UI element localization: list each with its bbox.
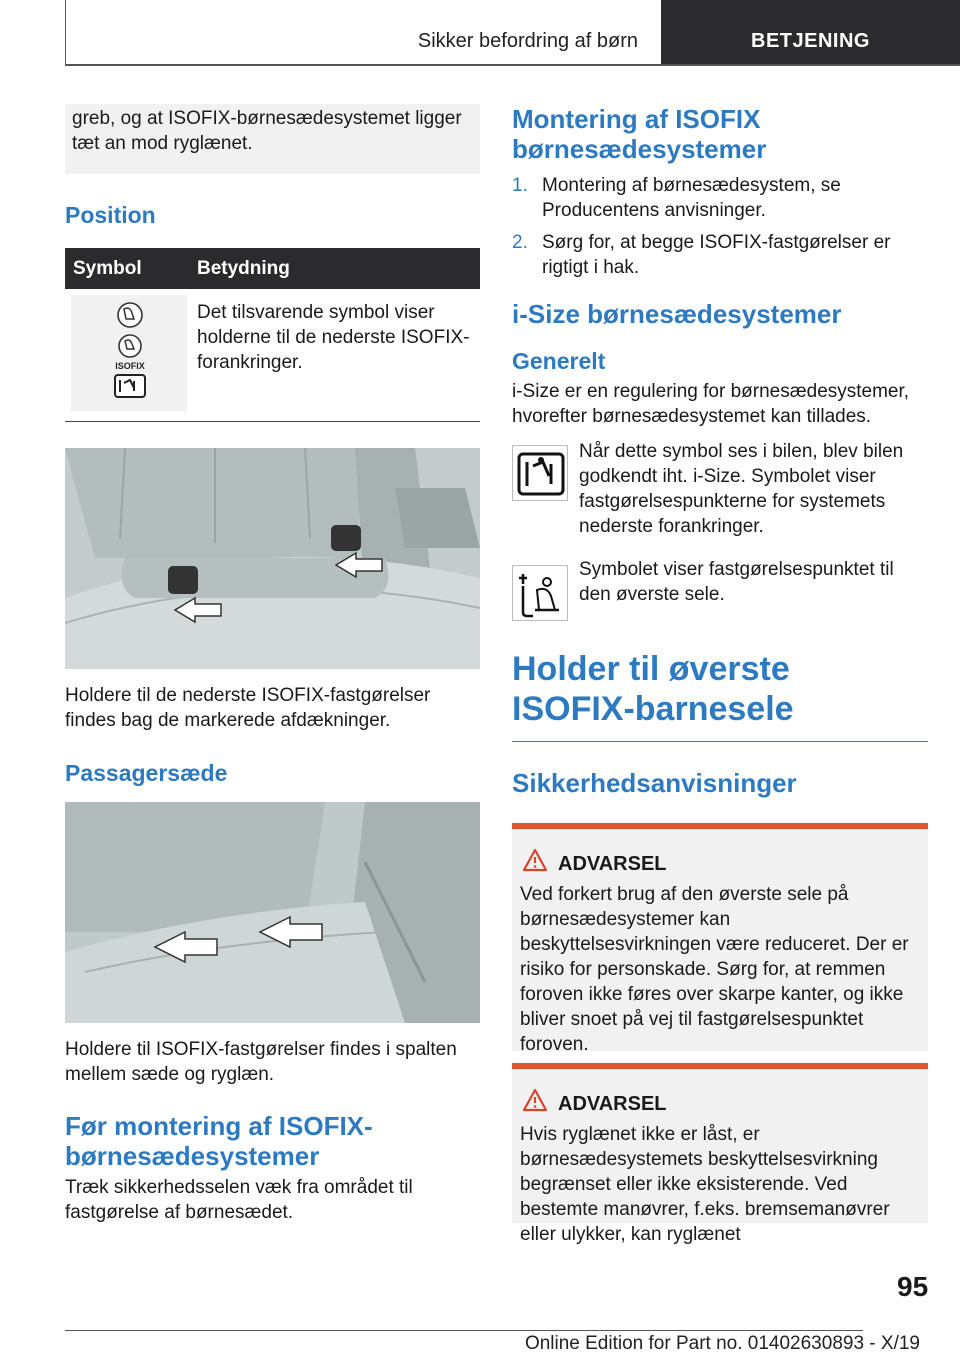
holder-heading-rule	[512, 741, 928, 742]
list-item	[512, 230, 928, 280]
symbol-cell	[65, 289, 189, 411]
page-number: 95	[897, 1271, 929, 1302]
tether-symbol	[512, 565, 568, 621]
isize-symbol-text: Når dette symbol ses i bilen, blev bilen godkendt iht. i-Size. Symbolet viser fastgørelsespunkterne for systemets nederste forankringer.	[579, 441, 904, 537]
warning-title: ADVARSEL	[558, 1093, 667, 1115]
step-text: Sørg for, at begge ISOFIX-fastgørelser er rigtigt i hak.	[542, 232, 891, 278]
isofix-anchor-icon	[71, 295, 187, 411]
general-heading: Generelt	[512, 348, 606, 374]
intro-box	[65, 104, 480, 174]
passenger-heading: Passagersæde	[65, 760, 228, 786]
table-bottom-rule	[65, 421, 480, 422]
top-tether-icon	[513, 566, 569, 622]
tether-symbol-text: Symbolet viser fastgørelsespunktet til den øverste sele.	[579, 559, 894, 605]
rear-seat-illustration	[65, 448, 480, 669]
warning-text: Hvis ryglænet ikke er låst, er børnesædesystemets beskyttelsesvirkning begrænset eller ikke eksisterende. Ved bestemte manøvrer, f.eks. bremsemanøvrer eller ulykker, kan ryglænet	[520, 1124, 890, 1245]
table-header-symbol: Symbol	[65, 248, 189, 289]
right-column	[512, 104, 928, 1245]
general-text: i-Size er en regulering for børnesædesystemer, hvorefter børnesædesystemet kan tillades.	[512, 381, 910, 427]
warning-box-2	[512, 1063, 928, 1245]
isize-seat-icon	[513, 446, 569, 502]
intro-text: greb, og at ISOFIX-børnesædesystemet ligger tæt an mod ryglænet.	[72, 108, 462, 154]
isofix-label: ISOFIX	[115, 361, 145, 371]
section-title: Sikker befordring af børn	[417, 30, 638, 52]
holder-heading: Holder til øverste ISOFIX-barnesele	[512, 650, 794, 728]
header-left-rule	[65, 0, 66, 66]
mounting-steps	[512, 173, 928, 280]
before-mount-text: Træk sikkerhedsselen væk fra området til fastgørelse af børnesædet.	[65, 1177, 413, 1223]
passenger-seat-illustration	[65, 802, 480, 1023]
position-heading: Position	[65, 202, 156, 228]
tether-symbol-block	[512, 557, 928, 613]
warning-box-1	[512, 823, 928, 1055]
safety-heading: Sikkerhedsanvisninger	[512, 768, 797, 798]
warning-text: Ved forkert brug af den øverste sele på børnesædesystemer kan beskyttelsesvirkningen være reduceret. Der er risiko for personskade. Sørg for, at remmen foroven ikke føres over skarpe kanter, og ikke bliver snoet på vej til fastgørelsespunktet foroven.	[520, 884, 909, 1055]
warning-triangle-icon	[522, 1088, 548, 1112]
table-header-meaning: Betydning	[189, 248, 480, 289]
mounting-heading: Montering af ISOFIX børnesædesystemer	[512, 104, 767, 164]
table-row	[65, 289, 480, 411]
isofix-symbols	[71, 295, 187, 411]
rear-seat-photo	[65, 448, 480, 669]
symbol-table	[65, 248, 480, 411]
warning-title: ADVARSEL	[558, 853, 667, 875]
chapter-tab	[661, 0, 960, 64]
edition-line: Online Edition for Part no. 01402630893 - X/19	[524, 1333, 920, 1354]
footer-rule	[65, 1330, 863, 1331]
step-number: 2.	[512, 232, 528, 253]
list-item	[512, 173, 928, 223]
warning-triangle-icon	[522, 848, 548, 872]
isize-symbol-block	[512, 439, 928, 539]
left-column	[65, 104, 480, 1225]
meaning-cell	[189, 289, 480, 411]
chapter-title: BETJENING	[751, 30, 870, 52]
passenger-seat-photo	[65, 802, 480, 1023]
header-bottom-rule	[65, 64, 960, 66]
photo2-caption: Holdere til ISOFIX-fastgørelser findes i spalten mellem sæde og ryglæn.	[65, 1039, 457, 1085]
before-mount-heading: Før montering af ISOFIX-børnesædesystemer	[65, 1111, 373, 1171]
photo1-caption: Holdere til de nederste ISOFIX-fastgørelser findes bag de markerede afdækninger.	[65, 685, 431, 731]
isize-symbol	[512, 445, 568, 501]
step-text: Montering af børnesædesystem, se Producentens anvisninger.	[542, 175, 841, 221]
meaning-text: Det tilsvarende symbol viser holderne til de nederste ISOFIX-forankringer.	[197, 302, 470, 373]
page-header	[0, 0, 960, 66]
step-number: 1.	[512, 175, 528, 196]
isize-heading: i-Size børnesædesystemer	[512, 299, 842, 329]
